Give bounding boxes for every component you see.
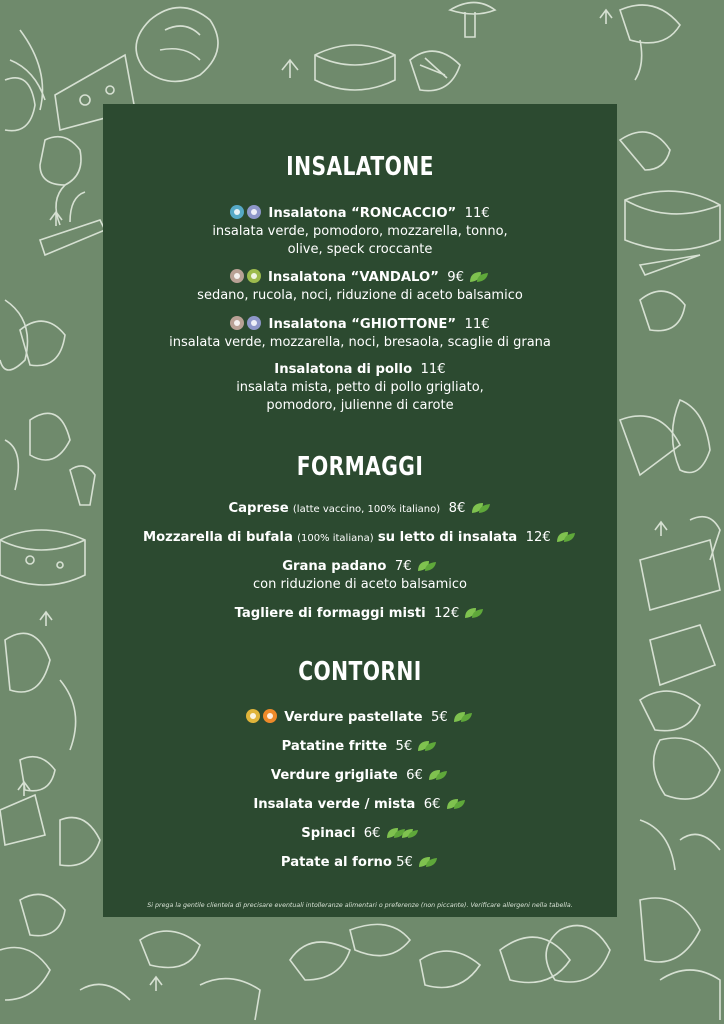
menu-item <box>103 796 617 814</box>
vegetarian-leaf-icon <box>468 270 490 284</box>
gluten-allergen-icon <box>246 709 260 723</box>
item-name: Insalata verde / mista <box>253 797 416 812</box>
section-title-insalatone: INSALATONE <box>286 152 434 182</box>
menu-item <box>103 316 617 352</box>
item-description: insalata verde, mozzarella, noci, bresaola, scaglie di grana <box>169 335 551 350</box>
milk-allergen-icon <box>247 205 261 219</box>
allergen-disclaimer: Si prega la gentile clientela di precisare eventuali intolleranze alimentari o preferenze (non piccante). Verificare allergeni nella tabella. <box>147 902 573 909</box>
item-price: 6€ <box>406 768 423 783</box>
item-name: Insalatona di pollo <box>274 362 413 377</box>
item-price: 11€ <box>464 206 490 221</box>
menu-item <box>103 738 617 756</box>
vegan-double-leaf-icon <box>385 826 419 840</box>
item-name: Insalatona “RONCACCIO” <box>268 206 457 221</box>
menu-item <box>103 709 617 727</box>
item-price: 7€ <box>394 559 412 574</box>
item-price: 6€ <box>363 826 381 841</box>
item-description: con riduzione di aceto balsamico <box>253 577 467 592</box>
nuts-allergen-icon <box>230 269 244 283</box>
fish-allergen-icon <box>230 205 244 219</box>
item-name: Insalatona “GHIOTTONE” <box>268 317 457 332</box>
item-description: insalata mista, petto di pollo grigliato, <box>236 380 484 395</box>
item-description: insalata verde, pomodoro, mozzarella, tonno, <box>212 224 508 239</box>
item-description: sedano, rucola, noci, riduzione di aceto balsamico <box>197 288 523 303</box>
menu-item <box>103 825 617 843</box>
item-price: 11€ <box>420 362 446 377</box>
celery-allergen-icon <box>247 269 261 283</box>
menu-item <box>103 558 617 594</box>
item-name: Patate al forno <box>280 855 392 870</box>
vegetarian-leaf-icon <box>555 530 577 544</box>
vegetarian-leaf-icon <box>416 559 438 573</box>
item-name: Grana padano <box>282 559 387 574</box>
vegetarian-leaf-icon <box>445 797 467 811</box>
menu-item <box>103 854 617 872</box>
item-name: Patatine fritte <box>281 739 388 754</box>
item-price: 5€ <box>431 710 448 725</box>
vegetarian-leaf-icon <box>463 606 485 620</box>
item-name: Verdure pastellate <box>284 710 423 725</box>
item-price: 12€ <box>525 530 551 545</box>
vegetarian-leaf-icon <box>416 739 438 753</box>
menu-item <box>103 767 617 785</box>
item-name: Tagliere di formaggi misti <box>234 606 426 621</box>
menu-item <box>103 269 617 305</box>
menu-item <box>103 205 617 259</box>
section-title-contorni: CONTORNI <box>298 657 422 687</box>
item-price: 12€ <box>434 606 460 621</box>
item-price: 6€ <box>423 797 441 812</box>
item-name: Spinaci <box>301 826 356 841</box>
item-name: Caprese <box>228 501 289 516</box>
item-note: (latte vaccino, 100% italiano) <box>292 504 441 515</box>
item-price: 8€ <box>448 501 466 516</box>
item-price: 5€ <box>396 855 413 870</box>
menu-item <box>103 361 617 415</box>
section-title-formaggi: FORMAGGI <box>296 452 424 482</box>
menu-item <box>103 605 617 623</box>
item-description: pomodoro, julienne di carote <box>266 398 454 413</box>
egg-allergen-icon <box>263 709 277 723</box>
item-name: Insalatona “VANDALO” <box>267 270 439 285</box>
item-price: 5€ <box>395 739 413 754</box>
item-name-suffix: su letto di insalata <box>377 530 518 545</box>
vegetarian-leaf-icon <box>470 501 492 515</box>
menu-item <box>103 529 617 548</box>
item-price: 11€ <box>464 317 490 332</box>
milk-allergen-icon <box>247 316 261 330</box>
menu-panel <box>103 104 617 917</box>
item-name: Mozzarella di bufala <box>143 530 293 545</box>
menu-item <box>103 500 617 519</box>
item-price: 9€ <box>447 270 465 285</box>
item-name: Verdure grigliate <box>270 768 398 783</box>
vegetarian-leaf-icon <box>427 768 449 782</box>
vegetarian-leaf-icon <box>452 710 474 724</box>
nuts-allergen-icon <box>230 316 244 330</box>
item-description: olive, speck croccante <box>287 242 433 257</box>
item-note: (100% italiana) <box>297 533 374 544</box>
vegetarian-leaf-icon <box>417 855 439 869</box>
